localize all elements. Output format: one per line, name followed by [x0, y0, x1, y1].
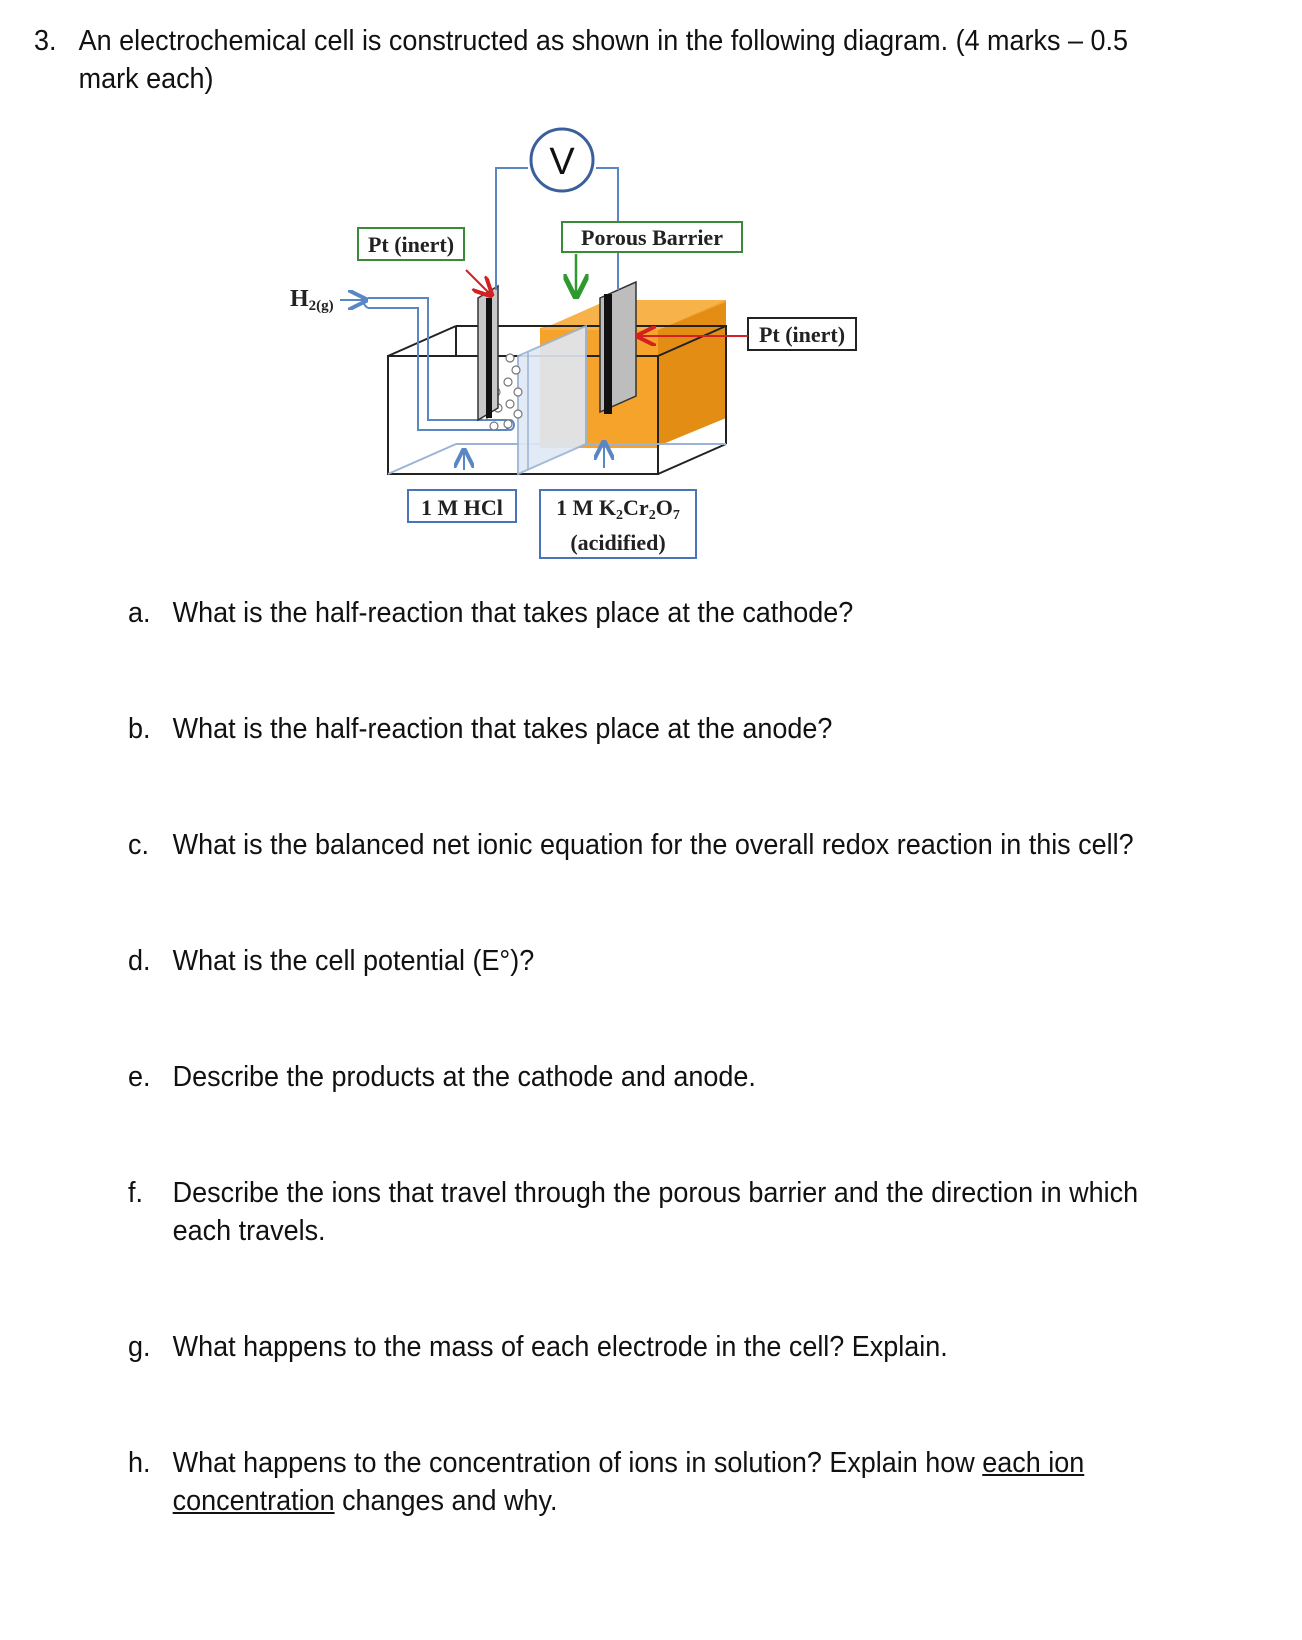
label-dichromate-solution [540, 444, 696, 558]
svg-text:(acidified): (acidified) [570, 530, 666, 555]
question-number: 3. [34, 25, 57, 57]
underlined-phrase: each ion concentration [172, 1447, 1085, 1517]
svg-text:Pt (inert): Pt (inert) [367, 232, 455, 257]
svg-text:1 M HCl: 1 M HCl [421, 495, 503, 520]
subquestion-b: b. What is the half-reaction that takes place at the anode? [128, 713, 833, 745]
subquestion-h: h. What happens to the concentration of ions in solution? Explain how each ion concentration changes and why. [128, 1447, 1085, 1517]
electrochemical-cell-diagram [0, 0, 1302, 600]
right-pt-electrode [600, 282, 636, 414]
subquestion-c: c. What is the balanced net ionic equation for the overall redox reaction in this cell? [128, 829, 1134, 861]
subquestion-f: f. Describe the ions that travel through the porous barrier and the direction in which each travels. [128, 1177, 1139, 1247]
voltmeter-label: V [549, 141, 575, 183]
subquestion-a: a. What is the half-reaction that takes place at the cathode? [128, 597, 854, 629]
subquestion-g: g. What happens to the mass of each electrode in the cell? Explain. [128, 1331, 948, 1363]
label-porous-barrier [562, 222, 742, 294]
svg-text:Porous Barrier: Porous Barrier [581, 225, 723, 250]
question-text: An electrochemical cell is constructed as shown in the following diagram. (4 marks – 0.5 mark each) [78, 25, 1128, 95]
subquestion-d: d. What is the cell potential (E°)? [128, 945, 535, 977]
left-pt-electrode [478, 286, 498, 420]
label-hcl-solution [408, 452, 516, 522]
svg-text:1 M K2Cr2O7: 1 M K2Cr2O7 [556, 495, 680, 523]
subquestion-e: e. Describe the products at the cathode and anode. [128, 1061, 756, 1093]
voltmeter [531, 129, 593, 191]
porous-barrier [518, 326, 586, 474]
svg-text:Pt (inert): Pt (inert) [758, 322, 846, 347]
label-h2-gas [290, 286, 364, 314]
label-left-electrode [358, 228, 490, 294]
svg-text:H2(g): H2(g) [290, 286, 334, 314]
